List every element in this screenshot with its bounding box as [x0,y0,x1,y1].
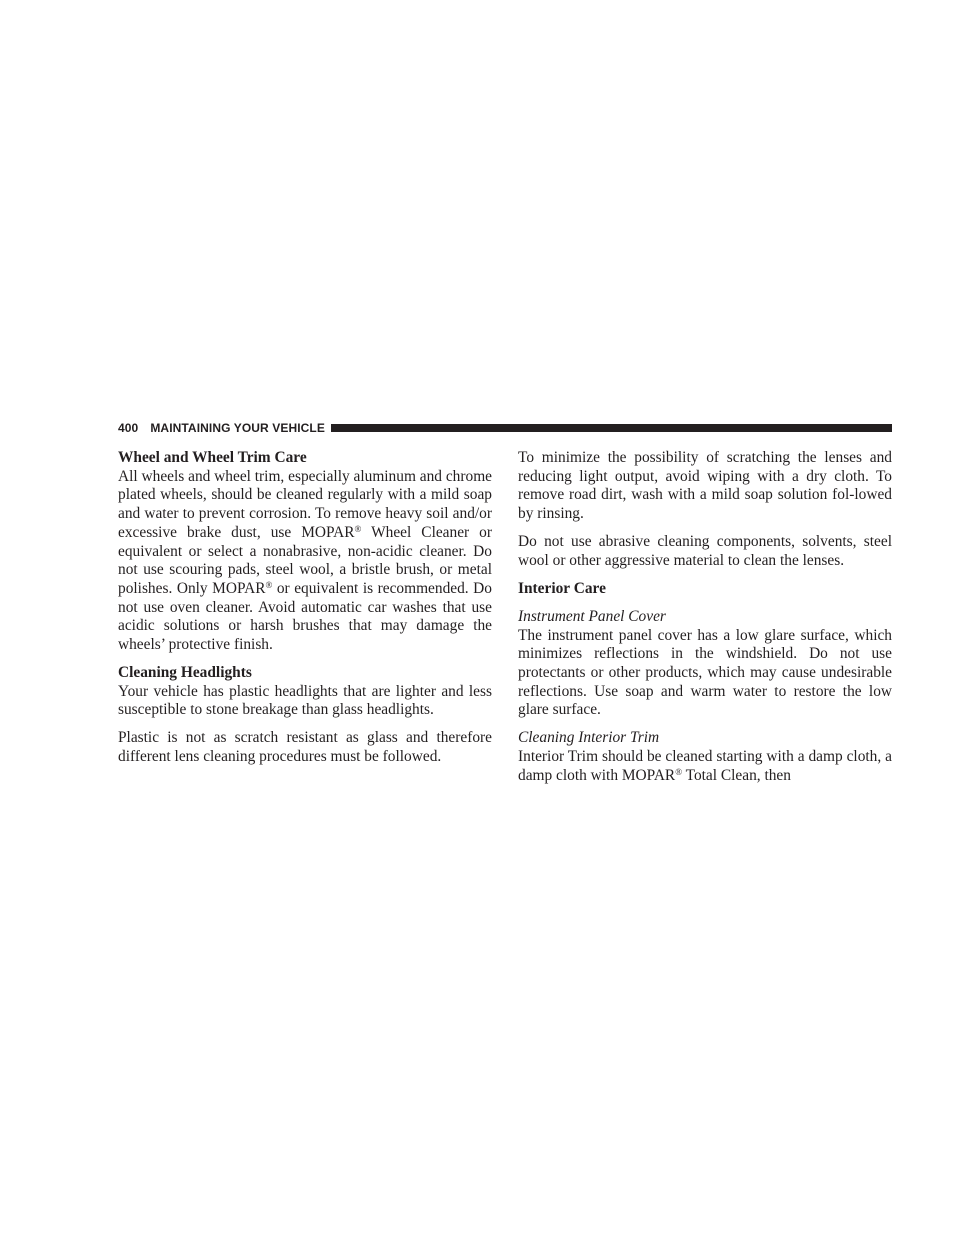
lens-paragraph-2: Do not use abrasive cleaning components, solvents, steel wool or other aggressive material to clean the lenses. [518,533,892,569]
wheel-care-heading: Wheel and Wheel Trim Care [118,449,307,466]
wheel-care-text-3: or equivalent is recommended. Do not use oven cleaner. Avoid automatic car washes that use acidic solutions or harsh brushes that may damage the wheels’ protective finish. [118,579,492,654]
registered-mark: ® [675,766,683,777]
left-column [118,449,492,776]
page-header [118,420,892,436]
headlights-heading: Cleaning Headlights [118,664,252,682]
instrument-panel-subheading: Instrument Panel Cover [518,607,666,625]
interior-care-heading: Interior Care [518,579,606,597]
instrument-panel-paragraph: The instrument panel cover has a low glare surface, which minimizes reflections in the windshield. Do not use protectants or other products, which may cause undesirable reflections. Use soap and warm water to restore the low glare surface. [518,626,892,719]
wheel-care-text-1: All wheels and wheel trim, especially aluminum and chrome plated wheels, should be cleaned regularly with a mild soap and water to prevent corrosion. To remove heavy soil and/or excessive brake dust, use MOPAR [118,467,492,541]
spacer [518,599,892,608]
interior-trim-text-2: Total Clean, then [682,766,791,784]
interior-trim-text-1: Interior Trim should be cleaned starting with a damp cloth, a damp cloth with MOPAR [518,748,892,784]
section-title: MAINTAINING YOUR VEHICLE [150,421,325,435]
registered-mark: ® [354,523,362,534]
registered-mark: ® [265,579,273,590]
wheel-care-text-2: Wheel Cleaner or equivalent or select a nonabrasive, non-acidic cleaner. Do not use scouring pads, steel wool, a bristle brush, or metal polishes. Only MOPAR [118,523,492,597]
wheel-care-paragraph [118,468,492,655]
headlights-paragraph-2: Plastic is not as scratch resistant as glass and therefore different lens cleaning procedures must be followed. [118,729,492,766]
interior-trim-subheading: Cleaning Interior Trim [518,729,660,747]
page-number: 400 [118,421,139,435]
interior-trim-paragraph [518,748,892,785]
header-rule [331,424,892,432]
right-column [518,449,892,795]
lens-paragraph-1: To minimize the possibility of scratching the lenses and reducing light output, avoid wiping with a dry cloth. To remove road dirt, wash with a mild soap solution fol-lowed by rinsing. [518,449,892,523]
headlights-paragraph-1: Your vehicle has plastic headlights that are lighter and less susceptible to stone breakage than glass headlights. [118,682,492,719]
